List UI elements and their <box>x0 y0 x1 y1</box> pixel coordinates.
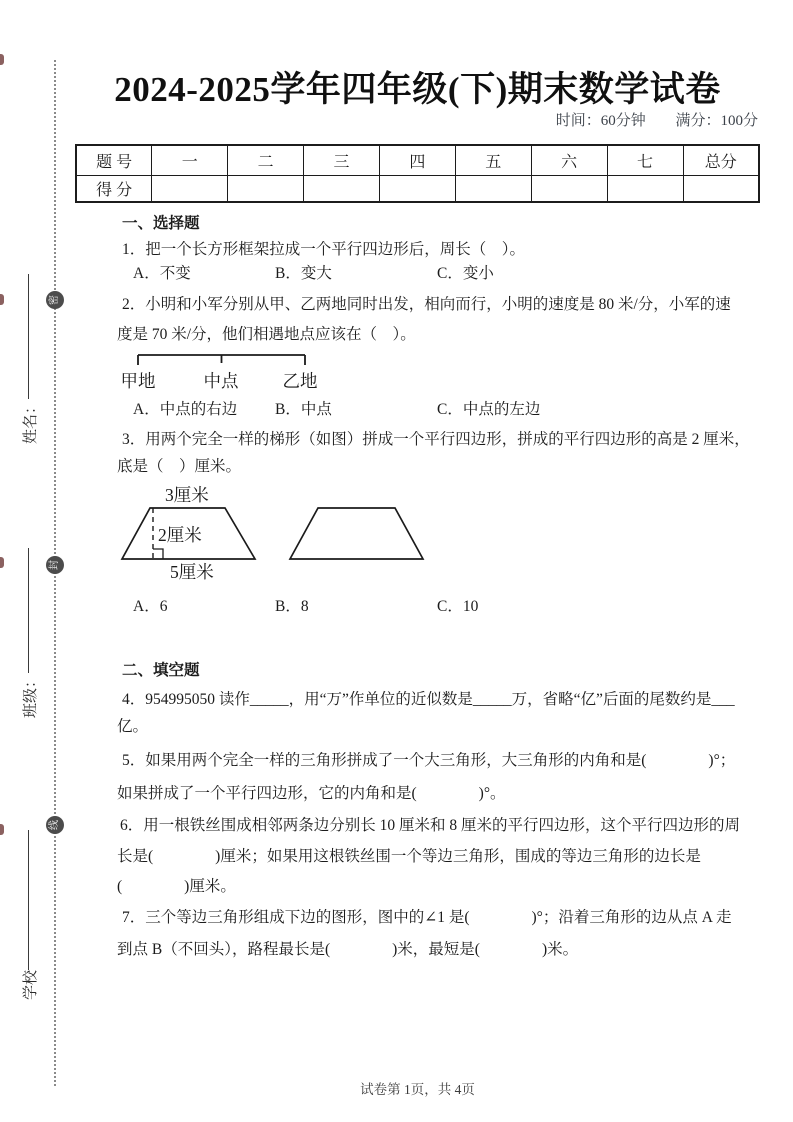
score-table-cell: 五 <box>455 145 531 176</box>
name-field-line <box>27 274 29 399</box>
question-6-text-line2: 长是( )厘米；如果用这根铁丝围一个等边三角形，围成的等边三角形的边长是 <box>117 848 701 865</box>
page-edge-mark <box>0 557 4 568</box>
question-6-text-line3: ( )厘米。 <box>117 878 236 895</box>
question-7-text-line1: 7．三个等边三角形组成下边的图形，图中的∠1 是( )°；沿着三角形的边从点 A 走 <box>122 909 732 926</box>
seal-badge-xian: 线 <box>46 816 64 834</box>
score-table-blank-cell <box>683 176 759 203</box>
class-field-label: 班级： <box>22 672 39 718</box>
segment-label-yidi: 乙地 <box>282 371 318 391</box>
seal-badge-feng: 封 <box>46 556 64 574</box>
question-3-text-line2: 底是（ ）厘米。 <box>117 458 242 475</box>
question-1-text: 1．把一个长方形框架拉成一个平行四边形后，周长（ ）。 <box>122 241 526 258</box>
segment-label-zhongdian: 中点 <box>203 371 239 391</box>
exam-full-score: 满分：100分 <box>675 113 758 129</box>
question-2-option-a: A．中点的右边 <box>133 401 238 418</box>
question-7-text-line2: 到点 B（不回头），路程最长是( )米，最短是( )米。 <box>117 941 579 958</box>
score-table-cell: 七 <box>607 145 683 176</box>
question-1-option-b: B．变大 <box>275 265 332 282</box>
score-table-blank-cell <box>455 176 531 203</box>
seal-badge-mi: 密 <box>46 291 64 309</box>
class-field <box>19 548 39 718</box>
school-field-label: 学校 <box>22 969 39 1000</box>
name-field <box>19 274 39 444</box>
score-table <box>75 144 760 203</box>
section-heading-choice: 一、选择题 <box>122 215 200 232</box>
score-table-blank-cell <box>228 176 304 203</box>
page-footer: 试卷第 1页，共 4页 <box>360 1082 475 1097</box>
question-2-text-line2: 度是 70 米/分，他们相遇地点应该在（ ）。 <box>117 326 416 343</box>
question-5-text-line1: 5．如果用两个完全一样的三角形拼成了一个大三角形，大三角形的内角和是( )°； <box>122 752 736 769</box>
class-field-line <box>27 548 29 673</box>
segment-label-jiadi: 甲地 <box>120 371 156 391</box>
question-4-text-line2: 亿。 <box>117 718 149 735</box>
score-table-cell-score-label: 得 分 <box>76 176 152 203</box>
question-3-option-b: B．8 <box>275 598 309 615</box>
question-6-text-line1: 6．用一根铁丝围成相邻两条边分别长 10 厘米和 8 厘米的平行四边形，这个平行四边形的周 <box>120 817 741 834</box>
question-2-option-c: C．中点的左边 <box>437 401 541 418</box>
score-table-cell: 三 <box>304 145 380 176</box>
score-table-blank-cell <box>152 176 228 203</box>
score-table-cell: 六 <box>531 145 607 176</box>
school-field-line <box>27 830 29 970</box>
question-4-text-line1: 4．954995050 读作_____，用“万”作单位的近似数是_____万，省略“亿”后面的尾数约是___ <box>122 691 735 708</box>
score-table-cell: 四 <box>380 145 456 176</box>
score-table-cell: 二 <box>228 145 304 176</box>
question-1-option-c: C．变小 <box>437 265 494 282</box>
score-table-blank-cell <box>304 176 380 203</box>
trapezoid-top-label: 3厘米 <box>165 485 209 505</box>
name-field-label: 姓名： <box>22 398 39 444</box>
trapezoid-figure <box>110 476 440 586</box>
question-2-text-line1: 2．小明和小军分别从甲、乙两地同时出发，相向而行，小明的速度是 80 米/分，小军的速 <box>122 296 731 313</box>
question-3-text-line1: 3．用两个完全一样的梯形（如图）拼成一个平行四边形，拼成的平行四边形的高是 2 厘米， <box>122 431 750 448</box>
trapezoid-bottom-label: 5厘米 <box>170 562 214 582</box>
question-2-option-b: B．中点 <box>275 401 332 418</box>
question-5-text-line2: 如果拼成了一个平行四边形，它的内角和是( )°。 <box>117 785 506 802</box>
page-edge-mark <box>0 54 4 65</box>
score-table-header-row <box>76 145 759 176</box>
score-table-blank-cell <box>531 176 607 203</box>
page-edge-mark <box>0 824 4 835</box>
school-field <box>19 830 39 1000</box>
score-table-cell-total: 总分 <box>683 145 759 176</box>
segment-diagram <box>100 342 330 396</box>
section-heading-blank: 二、填空题 <box>122 662 200 679</box>
question-3-option-c: C．10 <box>437 598 479 615</box>
question-1-option-a: A．不变 <box>133 265 191 282</box>
page-edge-mark <box>0 294 4 305</box>
page-title: 2024-2025学年四年级(下)期末数学试卷 <box>114 70 721 109</box>
score-table-blank-cell <box>607 176 683 203</box>
question-3-option-a: A．6 <box>133 598 168 615</box>
score-table-score-row <box>76 176 759 203</box>
exam-time: 时间：60分钟 <box>555 113 646 129</box>
score-table-cell: 一 <box>152 145 228 176</box>
score-table-cell-question-no: 题 号 <box>76 145 152 176</box>
exam-meta <box>75 109 758 130</box>
score-table-blank-cell <box>380 176 456 203</box>
trapezoid-height-label: 2厘米 <box>158 525 202 545</box>
